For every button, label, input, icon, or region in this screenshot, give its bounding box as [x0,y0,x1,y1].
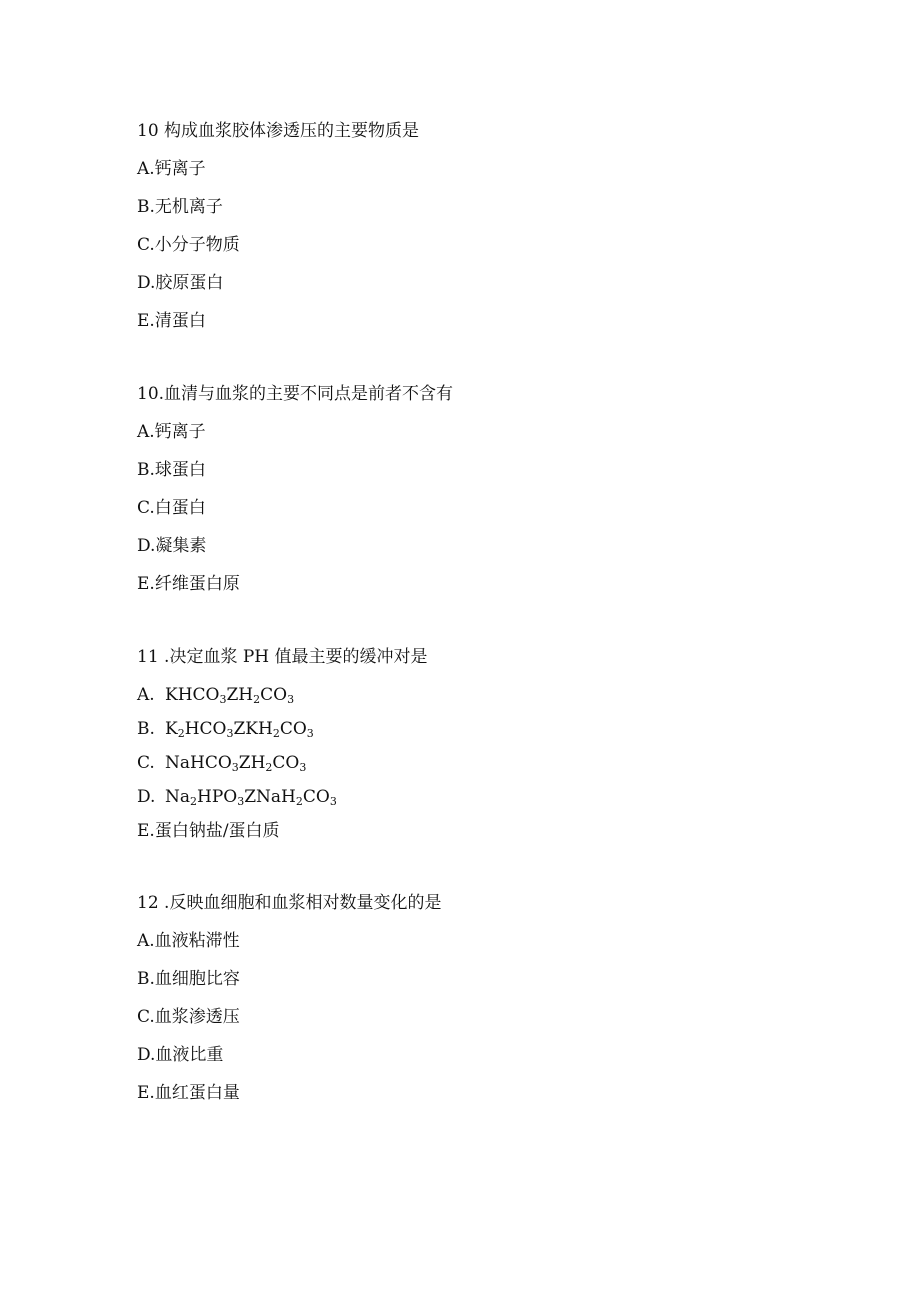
formula-text: CO [272,753,300,773]
option-letter: A. [137,685,155,705]
formula-subscript: 2 [177,727,185,740]
formula-subscript: 3 [306,727,314,740]
option-letter: D. [137,787,156,807]
formula-subscript: 3 [231,761,239,774]
formula-subscript: 2 [295,795,303,808]
formula-text: ZH [238,753,266,773]
question-stem: 10.血清与血浆的主要不同点是前者不含有 [137,384,454,404]
question-block [137,890,837,1118]
option-d: D.凝集素 [137,536,207,556]
formula-subscript: 2 [272,727,280,740]
option-c [137,750,837,784]
option-d [137,784,837,818]
formula-text: HCO [184,719,227,739]
option-b: B.无机离子 [137,197,223,217]
formula-subscript: 2 [265,761,273,774]
option-e: E.血红蛋白量 [137,1083,240,1103]
formula-subscript: 3 [287,693,295,706]
formula-subscript: 2 [190,795,198,808]
option-d: D.血液比重 [137,1045,224,1065]
formula-subscript: 3 [226,727,234,740]
question-stem: 10 构成血浆胶体渗透压的主要物质是 [137,121,420,141]
question-stem: 12 .反映血细胞和血浆相对数量变化的是 [137,893,442,913]
option-b: B.球蛋白 [137,460,206,480]
option-a: A.血液粘滞性 [137,931,240,951]
formula-subscript: 3 [237,795,245,808]
formula-text: ZNaH [244,787,296,807]
option-c: C.白蛋白 [137,498,206,518]
formula-text: NaHCO [165,753,232,773]
option-b: B.血细胞比容 [137,969,240,989]
formula-text: ZKH [233,719,273,739]
question-stem: 11 .决定血浆 PH 值最主要的缓冲对是 [137,647,428,667]
question-block [137,381,837,609]
option-c: C.血浆渗透压 [137,1007,240,1027]
formula-text: K [165,719,178,739]
formula-text: ZH [226,685,254,705]
formula-subscript: 2 [253,693,261,706]
formula-text: KHCO [165,685,220,705]
question-block [137,644,837,856]
formula-text: Na [165,787,191,807]
option-e: E.清蛋白 [137,311,206,331]
formula-subscript: 3 [219,693,227,706]
formula-text: HPO [197,787,238,807]
formula-subscript: 3 [329,795,337,808]
formula-text: CO [260,685,288,705]
formula-text: CO [302,787,330,807]
formula-text: CO [279,719,307,739]
option-e: E.纤维蛋白原 [137,574,240,594]
formula-subscript: 3 [299,761,307,774]
option-letter: C. [137,753,155,773]
option-a: A.钙离子 [137,159,206,179]
option-e: E.蛋白钠盐/蛋白质 [137,821,280,841]
option-c: C.小分子物质 [137,235,240,255]
option-a [137,682,837,716]
option-d: D.胶原蛋白 [137,273,224,293]
option-b [137,716,837,750]
question-block [137,118,837,346]
option-a: A.钙离子 [137,422,206,442]
option-letter: B. [137,719,155,739]
